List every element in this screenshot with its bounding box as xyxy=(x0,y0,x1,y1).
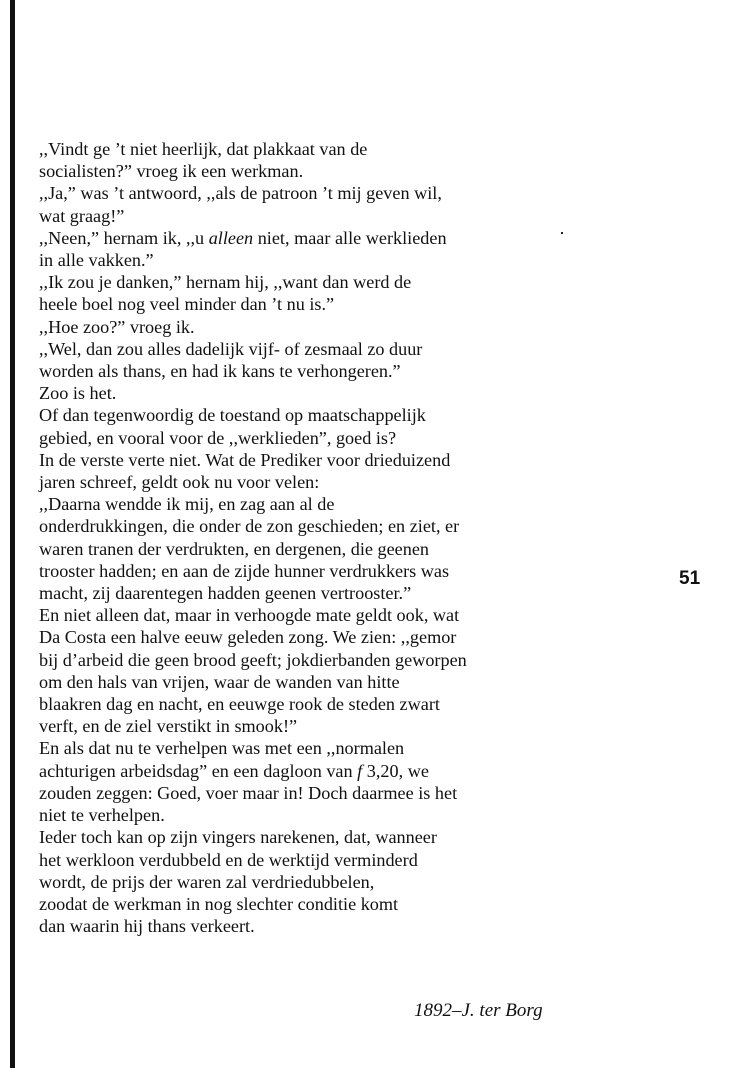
text-line: het werkloon verdubbeld en de werktijd verminderd xyxy=(39,849,418,870)
text-line: onderdrukkingen, die onder de zon geschieden; en ziet, er xyxy=(39,516,460,537)
text-line: Of dan tegenwoordig de toestand op maatschappelijk xyxy=(39,405,426,426)
text-segment: achturigen arbeidsdag” en een dagloon van xyxy=(39,760,358,781)
text-line: gebied, en vooral voor de ,,werklieden”, goed is? xyxy=(39,427,397,448)
text-line: om den hals van vrijen, waar de wanden van hitte xyxy=(39,671,400,692)
text-line: dan waarin hij thans verkeert. xyxy=(39,916,255,937)
text-line: heele boel nog veel minder dan ’t nu is.” xyxy=(39,294,335,315)
text-line: verft, en de ziel verstikt in smook!” xyxy=(39,716,298,737)
text-line: macht, zij daarentegen hadden geenen vertrooster.” xyxy=(39,583,412,604)
text-line: En niet alleen dat, maar in verhoogde mate geldt ook, wat xyxy=(39,605,460,626)
text-line: ,,Daarna wendde ik mij, en zag aan al de xyxy=(39,494,335,515)
text-segment: niet, maar alle werklieden xyxy=(253,227,447,248)
text-line xyxy=(39,760,579,782)
body-text xyxy=(39,138,579,937)
text-line: Da Costa een halve eeuw geleden zong. We zien: ,,gemor xyxy=(39,627,457,648)
text-line: ,,Ik zou je danken,” hernam hij, ,,want dan werd de xyxy=(39,272,412,293)
text-line: trooster hadden; en aan de zijde hunner verdrukkers was xyxy=(39,560,450,581)
emphasized-word: f xyxy=(357,760,363,781)
text-line: worden als thans, en had ik kans te verhongeren.” xyxy=(39,361,401,382)
text-line: niet te verhelpen. xyxy=(39,805,165,826)
author-signature: 1892–J. ter Borg xyxy=(414,1000,543,1021)
text-line: Ieder toch kan op zijn vingers narekenen, dat, wanneer xyxy=(39,827,437,848)
text-line: In de verste verte niet. Wat de Prediker voor drieduizend xyxy=(39,449,451,470)
text-line: ,,Wel, dan zou alles dadelijk vijf- of zesmaal zo duur xyxy=(39,338,423,359)
page-edge-bar xyxy=(10,0,15,1068)
text-line: zouden zeggen: Goed, voer maar in! Doch daarmee is het xyxy=(39,782,458,803)
text-line: En als dat nu te verhelpen was met een ,,normalen xyxy=(39,738,405,759)
text-segment: 3,20, we xyxy=(362,760,429,781)
text-line: jaren schreef, geldt ook nu voor velen: xyxy=(39,472,320,493)
text-line: wordt, de prijs der waren zal verdriedubbelen, xyxy=(39,871,375,892)
text-line: zoodat de werkman in nog slechter conditie komt xyxy=(39,893,399,914)
text-line: bij d’arbeid die geen brood geeft; jokdierbanden geworpen xyxy=(39,649,467,670)
text-line: ,,Vindt ge ’t niet heerlijk, dat plakkaat van de xyxy=(39,139,368,159)
text-line: ,,Ja,” was ’t antwoord, ,,als de patroon ’t mij geven wil, xyxy=(39,183,442,204)
emphasized-word: alleen xyxy=(208,227,254,248)
page-number: 51 xyxy=(679,568,701,589)
text-line: wat graag!” xyxy=(39,205,125,226)
text-line: in alle vakken.” xyxy=(39,250,154,271)
text-line: socialisten?” vroeg ik een werkman. xyxy=(39,161,304,182)
text-line xyxy=(39,227,579,249)
text-line: waren tranen der verdrukten, en dergenen, die geenen xyxy=(39,538,430,559)
text-segment: ,,Neen,” hernam ik, ,,u xyxy=(39,227,209,248)
text-line: Zoo is het. xyxy=(39,383,117,404)
text-line: blaakren dag en nacht, en eeuwge rook de steden zwart xyxy=(39,694,440,715)
text-line: ,,Hoe zoo?” vroeg ik. xyxy=(39,316,195,337)
